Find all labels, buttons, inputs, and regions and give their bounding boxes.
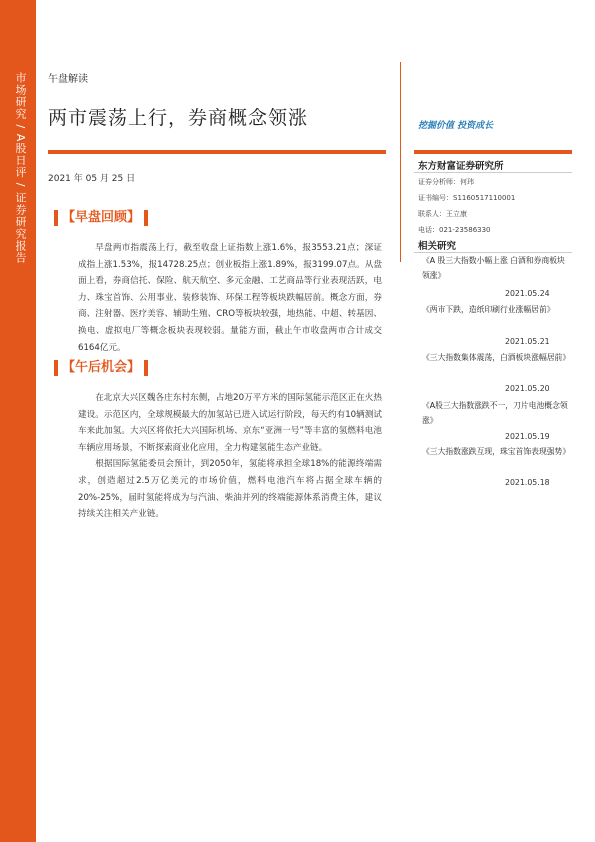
title-rule	[48, 150, 386, 154]
org-name: 东方财富证券研究所	[418, 161, 504, 172]
related-link[interactable]: 《三大指数集体震荡，白酒板块涨幅居前》	[422, 353, 571, 362]
related-date: 2021.05.20	[505, 384, 550, 393]
paragraph: 根据国际氢能委员会预计，到2050年，氢能将承担全球18%的能源终端需求，创造超过2.5万亿美元的市场价值，燃料电池汽车将占据全球车辆的20%-25%，届时氢能将成为与汽油、柴油并列的终端能源体系消费主体，建议持续关注相关产业链。	[78, 459, 382, 520]
phone: 电话：021-23586330	[418, 226, 491, 234]
related-link[interactable]: 《A 股三大指数小幅上涨 白酒和券商板块领涨》	[422, 256, 565, 280]
section-heading-morning: 【早盘回顾】	[54, 210, 148, 226]
related-link[interactable]: 《三大指数涨跌互现，珠宝首饰表现强势》	[422, 447, 571, 456]
paragraph: 早盘两市指震荡上行，截至收盘上证指数上涨1.6%，报3553.21点；深证成指上涨1.53%，报14728.25点；创业板指上涨1.89%，报3199.07点。从盘面上看，券商信托、保险、航天航空、多元金融、工艺商品等行业表现活跃，电力、珠宝首饰、公用事业、装修装饰、环保工程等板块跌幅居前。概念方面，券商、注射器、医疗美容、辅助生殖、CRO等板块较强，地热能、中超、转基因、换电、虚拟电厂等概念板块表现较弱。量能方面，截止午市收盘两市合计成交6164亿元。	[78, 243, 382, 353]
related-date: 2021.05.18	[505, 478, 550, 487]
divider-vertical	[400, 62, 401, 262]
report-date: 2021 年 05 月 25 日	[48, 174, 136, 184]
related-link[interactable]: 《A股三大指数涨跌不一，刀片电池概念领涨》	[422, 401, 568, 425]
divider	[414, 172, 572, 173]
panel-rule	[414, 150, 572, 154]
section-body-morning	[78, 240, 382, 356]
paragraph: 在北京大兴区魏各庄东村东侧，占地20万平方米的国际氢能示范区正在火热建设。示范区内，全球规模最大的加氢站已进入试运行阶段，每天约有10辆测试车来此加氢。大兴区将依托大兴国际机场、京东“亚洲一号”等丰富的氢燃料电池车辆应用场景，不断探索商业化应用，全力构建氢能生态产业链。	[78, 393, 382, 453]
related-date: 2021.05.21	[505, 337, 550, 346]
related-heading: 相关研究	[418, 241, 457, 252]
sidebar-label: 市场研究 / A股日评 / 证券研究报告	[14, 72, 27, 264]
contact: 联系人：王立康	[418, 210, 467, 218]
slogan: 挖掘价值 投资成长	[418, 121, 494, 131]
cert-number: 证书编号：S1160517110001	[418, 194, 516, 202]
page-title: 两市震荡上行，券商概念领涨	[48, 107, 309, 129]
related-link[interactable]: 《两市下跌，造纸印刷行业涨幅居前》	[422, 305, 555, 314]
section-body-afternoon	[78, 390, 382, 523]
related-date: 2021.05.19	[505, 432, 550, 441]
related-date: 2021.05.24	[505, 289, 550, 298]
report-category: 午盘解读	[48, 74, 88, 85]
analyst: 证券分析师：何玮	[418, 178, 474, 186]
section-heading-afternoon: 【午后机会】	[54, 360, 148, 376]
sidebar	[0, 0, 36, 842]
